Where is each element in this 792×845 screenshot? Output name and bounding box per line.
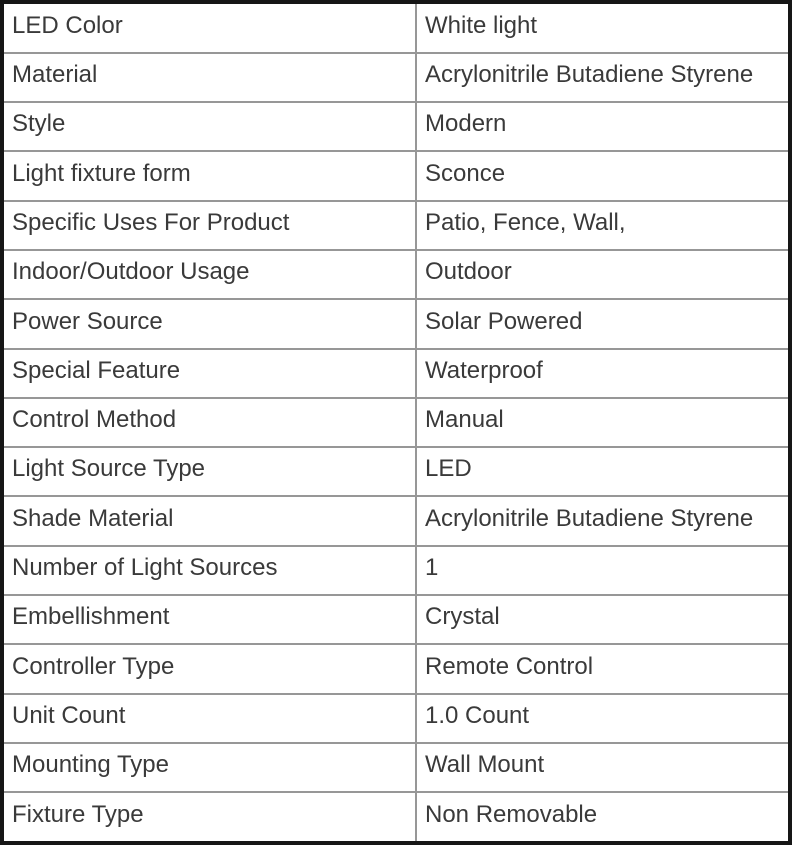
table-row xyxy=(2,743,790,792)
spec-attribute-label: Special Feature xyxy=(2,349,416,398)
spec-attribute-label: Fixture Type xyxy=(2,792,416,843)
spec-attribute-value: Acrylonitrile Butadiene Styrene xyxy=(416,53,790,102)
spec-attribute-value: White light xyxy=(416,2,790,53)
spec-attribute-value: Manual xyxy=(416,398,790,447)
spec-attribute-label: LED Color xyxy=(2,2,416,53)
table-row xyxy=(2,546,790,595)
spec-attribute-label: Unit Count xyxy=(2,694,416,743)
table-row xyxy=(2,644,790,693)
table-row xyxy=(2,792,790,843)
spec-attribute-value: Non Removable xyxy=(416,792,790,843)
spec-attribute-value: Remote Control xyxy=(416,644,790,693)
table-row xyxy=(2,201,790,250)
spec-attribute-value: Wall Mount xyxy=(416,743,790,792)
spec-attribute-value: 1.0 Count xyxy=(416,694,790,743)
spec-attribute-label: Light Source Type xyxy=(2,447,416,496)
spec-rows xyxy=(2,2,790,843)
table-row xyxy=(2,53,790,102)
spec-attribute-value: Acrylonitrile Butadiene Styrene xyxy=(416,496,790,545)
spec-attribute-value: Sconce xyxy=(416,151,790,200)
spec-attribute-value: Crystal xyxy=(416,595,790,644)
spec-attribute-label: Power Source xyxy=(2,299,416,348)
table-row xyxy=(2,250,790,299)
spec-attribute-value: Solar Powered xyxy=(416,299,790,348)
table-row xyxy=(2,102,790,151)
spec-attribute-label: Indoor/Outdoor Usage xyxy=(2,250,416,299)
table-row xyxy=(2,299,790,348)
spec-attribute-value: LED xyxy=(416,447,790,496)
spec-attribute-value: 1 xyxy=(416,546,790,595)
spec-attribute-label: Specific Uses For Product xyxy=(2,201,416,250)
table-row xyxy=(2,595,790,644)
spec-attribute-value: Waterproof xyxy=(416,349,790,398)
spec-attribute-label: Material xyxy=(2,53,416,102)
table-row xyxy=(2,349,790,398)
table-row xyxy=(2,151,790,200)
table-row xyxy=(2,694,790,743)
spec-attribute-value: Patio, Fence, Wall, xyxy=(416,201,790,250)
spec-attribute-label: Number of Light Sources xyxy=(2,546,416,595)
spec-attribute-label: Shade Material xyxy=(2,496,416,545)
table-row xyxy=(2,2,790,53)
spec-attribute-label: Embellishment xyxy=(2,595,416,644)
spec-attribute-label: Controller Type xyxy=(2,644,416,693)
spec-attribute-label: Mounting Type xyxy=(2,743,416,792)
spec-attribute-label: Style xyxy=(2,102,416,151)
spec-attribute-label: Light fixture form xyxy=(2,151,416,200)
spec-attribute-value: Modern xyxy=(416,102,790,151)
table-row xyxy=(2,398,790,447)
spec-attribute-value: Outdoor xyxy=(416,250,790,299)
spec-attribute-label: Control Method xyxy=(2,398,416,447)
table-row xyxy=(2,496,790,545)
table-row xyxy=(2,447,790,496)
